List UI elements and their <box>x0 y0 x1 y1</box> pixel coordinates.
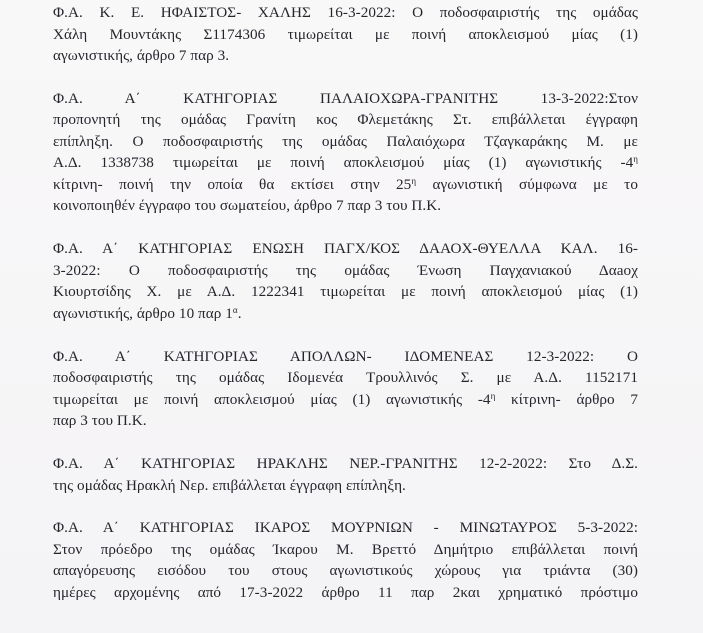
text-line: Φ.Α. Α΄ ΚΑΤΗΓΟΡΙΑΣ ΙΚΑΡΟΣ ΜΟΥΡΝΙΩΝ - ΜΙΝΩΤΑΥΡΟΣ 5-3-2022: <box>53 519 638 537</box>
superscript: η <box>490 390 496 401</box>
decision-paragraph <box>53 238 638 324</box>
text-line: προπονητή της ομάδας Γρανίτη κος Φλεμετάκης Στ. επιβάλλεται έγγραφη <box>53 111 638 129</box>
text-line: 3-2022: Ο ποδοσφαιριστής της ομάδας Ένωση Παγχανιακού Δαaοχ <box>53 261 638 279</box>
text-segment: κίτρινη- ποινή την οποία θα εκτίσει στην 25 <box>53 175 412 193</box>
text-line: της ομάδας Ηρακλή Νερ. επιβάλλεται έγγραφη επίπληξη. <box>53 476 406 494</box>
text-segment: κίτρινη- άρθρο 7 <box>495 390 638 408</box>
text-line: Στον πρόεδρο της ομάδας Ίκαρου Μ. Βρεττό Δημήτριο επιβάλλεται ποινή <box>53 540 638 558</box>
decision-paragraph <box>53 517 638 603</box>
text-segment: αγωνιστική σύμφωνα με το <box>416 175 638 193</box>
superscript: η <box>633 154 638 165</box>
text-line: επίπληξη. Ο ποδοσφαιριστής της ομάδας Παλαιόχωρα Τζαγκαράκης Μ. με <box>53 132 638 150</box>
text-line <box>53 303 638 325</box>
text-line: ποδοσφαιριστής της ομάδας Ιδομενέα Τρουλλινός Σ. με Α.Δ. 1152171 <box>53 369 638 387</box>
superscript: α <box>232 304 238 315</box>
text-line: Φ.Α. Α΄ ΚΑΤΗΓΟΡΙΑΣ ΗΡΑΚΛΗΣ ΝΕΡ.-ΓΡΑΝΙΤΗΣ 12-2-2022: Στο Δ.Σ. <box>53 455 638 473</box>
text-line: Φ.Α. Α΄ ΚΑΤΗΓΟΡΙΑΣ ΠΑΛΑΙΟΧΩΡΑ-ΓΡΑΝΙΤΗΣ 13-3-2022:Στον <box>53 89 638 107</box>
text-line: Χάλη Μουντάκης Σ1174306 τιμωρείται με ποινή αποκλεισμού μίας (1) <box>53 25 638 43</box>
text-line: κοινοποιηθέν έγγραφο του σωματείου, άρθρο 7 παρ 3 του Π.Κ. <box>53 197 442 215</box>
text-segment: αγωνιστικής, άρθρο 10 παρ 1 <box>53 304 233 322</box>
text-line: Φ.Α. Κ. Ε. ΗΦΑΙΣΤΟΣ- ΧΑΛΗΣ 16-3-2022: Ο ποδοσφαιριστής της ομάδας <box>53 4 638 21</box>
text-line <box>53 389 638 411</box>
decision-paragraph <box>53 346 638 432</box>
text-line <box>53 152 638 174</box>
text-line: αγωνιστικής, άρθρο 7 παρ 3. <box>53 47 230 64</box>
text-segment: Α.Δ. 1338738 τιμωρείται με ποινή αποκλεισμού μίας (1) αγωνιστικής -4 <box>53 154 634 172</box>
text-line: απαγόρευσης εισόδου του στους αγωνιστικούς χώρους για τριάντα (30) <box>53 562 638 580</box>
superscript: η <box>411 175 417 186</box>
document-body <box>53 2 638 625</box>
decision-paragraph <box>53 88 638 217</box>
text-segment: τιμωρείται με ποινή αποκλεισμού μίας (1) αγωνιστικής -4 <box>53 390 491 408</box>
text-segment: . <box>237 304 242 322</box>
decision-paragraph <box>53 453 638 496</box>
text-line: ημέρες αρχομένης από 17-3-2022 άρθρο 11 παρ 2και χρηματικό πρόστιμο <box>53 583 638 601</box>
text-line: παρ 3 του Π.Κ. <box>53 412 147 430</box>
text-line <box>53 174 638 196</box>
text-line: Φ.Α. Α΄ ΚΑΤΗΓΟΡΙΑΣ ΑΠΟΛΛΩΝ- ΙΔΟΜΕΝΕΑΣ 12-3-2022: Ο <box>53 347 638 365</box>
text-line: Κιουρτσίδης Χ. με Α.Δ. 1222341 τιμωρείται με ποινή αποκλεισμού μίας (1) <box>53 283 638 301</box>
decision-paragraph <box>53 2 638 67</box>
text-line: Φ.Α. Α΄ ΚΑΤΗΓΟΡΙΑΣ ΕΝΩΣΗ ΠΑΓΧ/ΚΟΣ ΔΑΑΟΧ-ΘΥΕΛΛΑ ΚΑΛ. 16- <box>53 240 638 258</box>
